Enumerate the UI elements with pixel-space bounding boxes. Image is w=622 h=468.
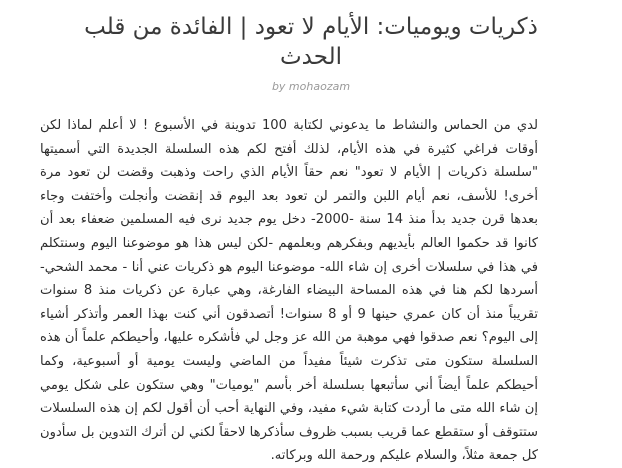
post-body-text: لدي من الحماس والنشاط ما يدعوني لكتابة 100 تدوينة في الأسبوع ! لا أعلم لماذا لكن أوقات فراغي كثيرة في هذه الأيام، لذلك أفتح لكم هذه السلسلة الجديدة التي أسميتها "سلسلة ذكريات | الأيام لا تعود" نعم حقاً الأيام الذي راحت وذهبت وقضت لن تعود مرة أخرى! للأسف، نعم أيام اللبن والتمر لن تعود بعد اليوم قد إنقضت وأنجلت وأختفت وجاء بعدها قرن جديد بدأ منذ 14 سنة -2000- دخل يوم جديد نرى فيه المسلمين ضعفاء بعد أن كانوا قد حكموا العالم بأيديهم وبفكرهم وبعلمهم -لكن ليس هذا هو موضوعنا اليوم وسنتكلم في هذا في سلسلات أخرى إن شاء الله- موضوعنا اليوم هو ذكريات عني أنا - محمد الشحي- أسردها لكم هنا في هذه المساحة البيضاء الفارغة، وهي عبارة عن ذكريات منذ 8 سنوات تقريباً منذ أن كان عمري حينها 9 أو 8 سنوات! أتصدقون أني كنت بهذا العمر وأتذكر أشياء إلى اليوم؟ نعم صدقوا فهي موهبة من الله عز وجل لي فأشكره عليها، وأحيطكم علماً أن هذه السلسلة ستكون متى تذكرت شيئاً مفيداً من الماضي وليست يومية أو أسبوعية، وكما أحيطكم علماً أيضاً أني سأتبعها بسلسلة أخر بأسم "يوميات" وهي ستكون على شكل يومي إن شاء الله متى ما أردت كتابة شيء مفيد، وفي النهاية أحب أن أقول لكم إن هذه السلسلات ستتوقف أو ستقطع عما قريب بسبب ظروف سأذكرها لاحقاً لكني لن أترك التدوين بل سأدون كل جمعة مثلاً، والسلام عليكم ورحمة الله وبركاته. bbox=[40, 118, 538, 464]
post-title: ذكريات ويوميات: الأيام لا تعود | الفائدة من قلب الحدث bbox=[84, 14, 538, 70]
post-byline: by mohaozam bbox=[271, 80, 351, 93]
